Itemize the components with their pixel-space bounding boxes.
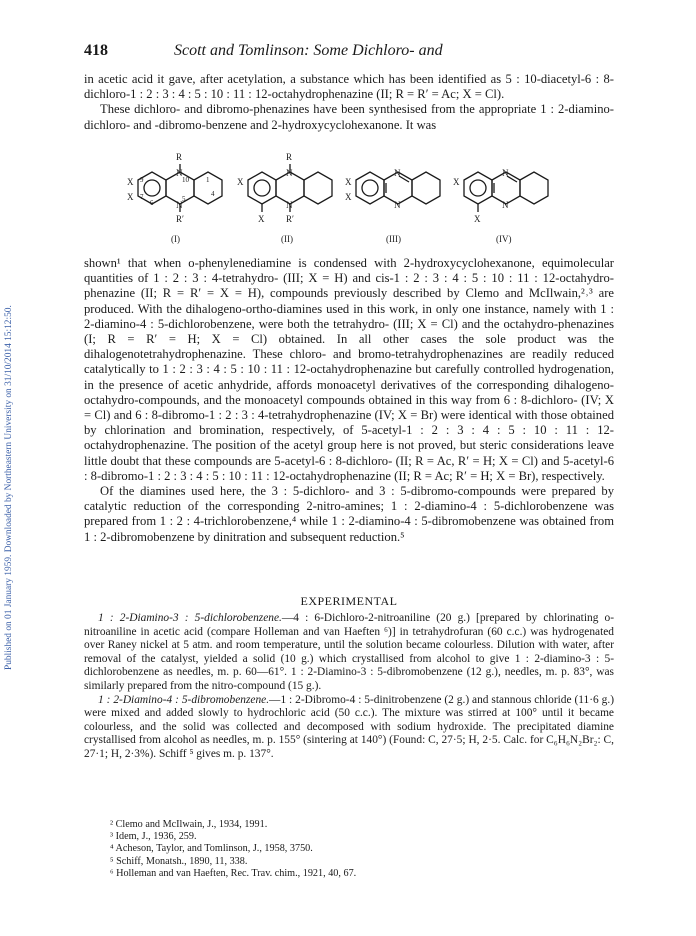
struct-II-X-left: X [237, 177, 244, 187]
download-watermark [4, 170, 18, 670]
struct-III-X-lower: X [345, 192, 352, 202]
struct-IV-N-top: N [502, 168, 509, 178]
struct-I-pos-4: 4 [211, 190, 215, 198]
footnote: ⁶ Holleman and van Haeften, Rec. Trav. chim., 1921, 40, 67. [110, 867, 357, 879]
experimental-text [84, 612, 614, 762]
struct-I-N-top: N [176, 168, 183, 178]
experimental-paragraph-1-body: —4 : 6-Dichloro-2-nitroaniline (20 g.) [prepared by chlorinating o-nitroaniline in acetic acid (compare Holleman and van Haeften ⁶)] in tetrahydrofuran (60 c.c.) was hydrogenated over Raney nickel at 5 atm. and room temperature, until the solution became colourless. Dilution with water, after removal of the catalyst, yielded a solid (10 g.) which crystallised from alcohol to give 1 : 2-diamino-3 : 5-dichlorobenzene as needles, m. p. 60—61°. 1 : 2-Diamino-3 : 5-dibromobenzene (12 g.), needles, m. p. 83°, was similarly prepared from the nitro-compound (15 g.). [84, 612, 615, 692]
page-header [84, 42, 614, 62]
running-title: Scott and Tomlinson: Some Dichloro- and [174, 42, 443, 59]
page-number: 418 [84, 42, 108, 59]
intro-text [84, 72, 614, 133]
struct-IV-N-bottom: N [502, 200, 509, 210]
struct-I-pos-7: 7 [140, 193, 144, 201]
struct-III-N-top: N [394, 168, 401, 178]
struct-I-pos-10: 10 [182, 176, 189, 184]
experimental-paragraph-2-body: —1 : 2-Dibromo-4 : 5-dinitrobenzene (2 g.) and stannous chloride (11·6 g.) were mixed and added slowly to hydrochloric acid (50 c.c.). The mixture was stirred at 100° until it became colourless, and the solid was collected and decomposed with sodium hydroxide. The precipitated diamine crystallised from alcohol as needles, m. p. 155° (sintering at 140°) (Found: C, 27·5; H, 2·5. Calc. for C₆H₆N₂Br₂: C, 27·1; H, 2·3%). Schiff ⁵ gives m. p. 137°. [84, 693, 614, 760]
struct-I-N-bottom: N [176, 200, 183, 210]
struct-IV-X-bottom: X [474, 214, 481, 224]
body-paragraph-2: Of the diamines used here, the 3 : 5-dichloro- and 3 : 5-dibromo-compounds were prepared by catalytic reduction of the corresponding 2-nitro-amines; 1 : 2-diamino-4 : 5-dichlorobenzene was prepared from 1 : 2 : 4-trichlorobenzene,⁴ while 1 : 2-diamino-4 : 5-dibromobenzene was obtained from 1 : 2-dibromobenzene by dinitration and subsequent reduction.⁵ [84, 484, 614, 544]
struct-I-X-upper: X [127, 177, 134, 187]
struct-I-pos-9: 9 [140, 176, 144, 184]
footnote: ⁵ Schiff, Monatsh., 1890, 11, 338. [110, 855, 248, 867]
struct-I-X-lower: X [127, 192, 134, 202]
experimental-paragraph-1 [84, 612, 614, 694]
footnote: ⁴ Acheson, Taylor, and Tomlinson, J., 1958, 3750. [110, 843, 313, 855]
struct-I-label: (I) [171, 234, 180, 244]
struct-IV-label: (IV) [496, 234, 512, 244]
struct-II-label: (II) [281, 234, 293, 244]
footnotes [110, 819, 610, 880]
struct-IV-X-left: X [453, 177, 460, 187]
experimental-paragraph-2 [84, 694, 614, 762]
struct-I-R-prime: R′ [176, 214, 184, 224]
struct-III-N-bottom: N [394, 200, 401, 210]
struct-II-R: R [286, 152, 293, 162]
struct-I-pos-6: 6 [150, 199, 154, 207]
struct-I-R: R [176, 152, 183, 162]
footnote: ³ Idem, J., 1936, 259. [110, 831, 197, 843]
struct-II-X-bottom: X [258, 214, 265, 224]
body-text [84, 256, 614, 545]
struct-III-label: (III) [386, 234, 401, 244]
struct-II-N-bottom: N [286, 200, 293, 210]
download-watermark-text: Published on 01 January 1959. Downloaded by Northeastern University on 31/10/2014 15:12:50. [4, 305, 14, 670]
struct-I-pos-5: 5 [182, 195, 186, 203]
intro-paragraph-2: These dichloro- and dibromo-phenazines have been synthesised from the appropriate 1 : 2-diamino-dichloro- and -dibromo-benzene and 2-hydroxycyclohexanone. It was [84, 102, 614, 132]
struct-III-X-upper: X [345, 177, 352, 187]
struct-II-R-prime: R′ [286, 214, 294, 224]
body-paragraph-1: shown¹ that when o-phenylenediamine is condensed with 2-hydroxycyclohexanone, equimolecular quantities of 1 : 2 : 3 : 4-tetrahydro- (III; X = H) and cis-1 : 2 : 3 : 4 : 5 : 10 : 11 : 12-octahydro-phenazine (II; R = R′ = X = H), compounds previously described by Clemo and McIlwain,²˒³ are produced. With the dihalogeno-ortho-diamines used in this work, in only one instance, namely with 1 : 2-diamino-4 : 5-dichlorobenzene, were both the tetrahydro- (III; X = Cl) and the octahydro-phenazines (I; R = R′ = H; X = Cl) obtained. In all other cases the sole product was the dihalogenotetrahydrophenazine. These chloro- and bromo-tetrahydrophenazines are readily reduced catalytically to 1 : 2 : 3 : 4 : 5 : 10 : 11 : 12-octahydrophenazine but carefully controlled hydrogenation, in the presence of acetic anhydride, affords monoacetyl derivatives of the corresponding dihalogeno-octahydro-compounds, and the monoacetyl compounds obtained in this way from 6 : 8-dichloro- (IV; X = Cl) and 6 : 8-dibromo-1 : 2 : 3 : 4-tetrahydrophenazine (IV; X = Br) were identical with those obtained by chlorination and bromination, respectively, of 5-acetyl-1 : 2 : 3 : 4 : 5 : 10 : 11 : 12-octahydrophenazine. The position of the acetyl group here is not proved, but steric considerations leave little doubt that these compounds are 5-acetyl-6 : 8-dichloro- (II; R = Ac, R′ = H; X = Cl) and 5-acetyl-6 : 8-dibromo-1 : 2 : 3 : 4 : 5 : 10 : 11 : 12-octahydrophenazine (II; R = Ac; R′ = H; X = Br), respectively. [84, 256, 614, 483]
experimental-paragraph-1-title: 1 : 2-Diamino-3 : 5-dichlorobenzene. [98, 612, 282, 624]
chemical-structures [118, 152, 558, 252]
struct-I-pos-1: 1 [206, 176, 210, 184]
struct-II-N-top: N [286, 168, 293, 178]
experimental-heading: EXPERIMENTAL [300, 594, 398, 608]
experimental-paragraph-2-title: 1 : 2-Diamino-4 : 5-dibromobenzene. [98, 693, 270, 706]
footnote: ² Clemo and McIlwain, J., 1934, 1991. [110, 819, 268, 830]
intro-paragraph-1: in acetic acid it gave, after acetylation, a substance which has been identified as 5 : 10-diacetyl-6 : 8-dichloro-1 : 2 : 3 : 4 : 5 : 10 : 11 : 12-octahydrophenazine (II; R = R′ = Ac; X = Cl). [84, 72, 614, 102]
